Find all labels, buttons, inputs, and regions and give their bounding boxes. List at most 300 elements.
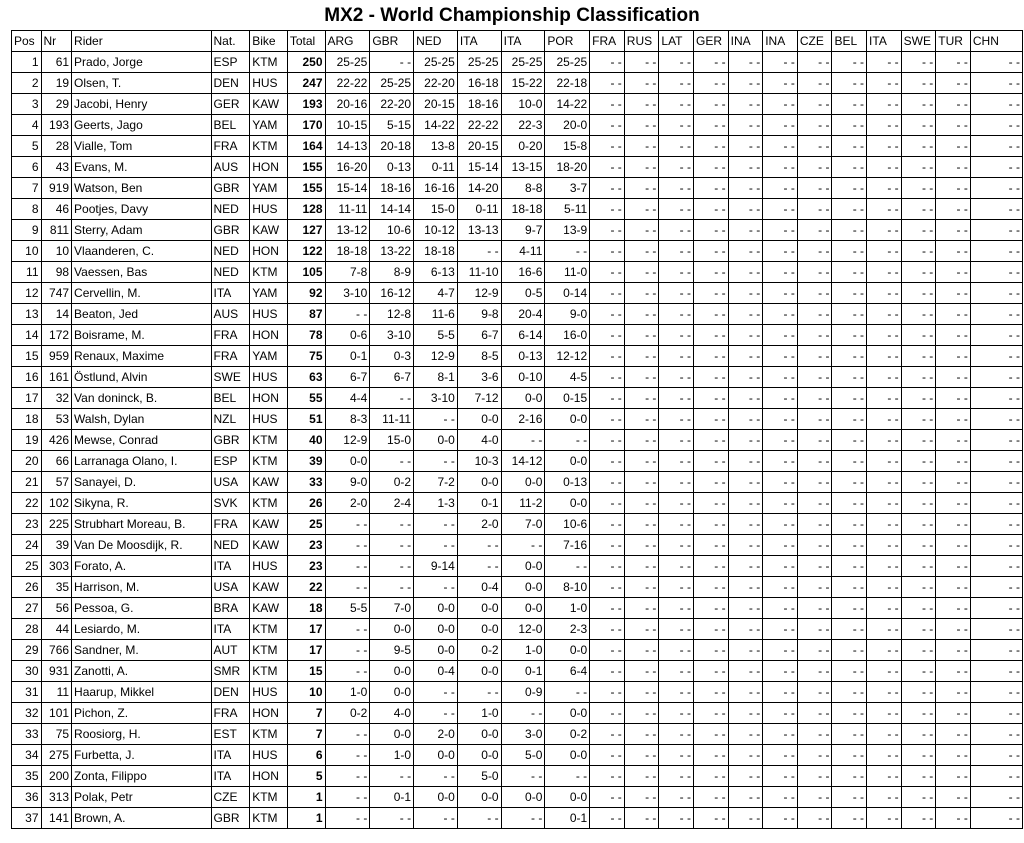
race-result-cell: - - xyxy=(624,115,659,136)
race-result-cell: - - xyxy=(659,388,694,409)
race-result-cell: 2-16 xyxy=(501,409,545,430)
race-result-cell: - - xyxy=(728,136,763,157)
race-result-cell: - - xyxy=(624,472,659,493)
race-result-cell: 0-1 xyxy=(501,661,545,682)
position-cell: 36 xyxy=(12,787,42,808)
total-points-cell: 155 xyxy=(287,178,325,199)
race-result-cell: - - xyxy=(728,241,763,262)
race-result-cell: - - xyxy=(728,724,763,745)
race-result-cell: 1-0 xyxy=(457,703,501,724)
total-points-cell: 7 xyxy=(287,703,325,724)
race-result-cell: - - xyxy=(763,136,798,157)
race-result-cell: 1-0 xyxy=(501,640,545,661)
race-result-cell: - - xyxy=(728,388,763,409)
number-cell: 193 xyxy=(41,115,72,136)
race-result-cell: 0-13 xyxy=(545,472,590,493)
race-result-cell: 25-25 xyxy=(501,52,545,73)
table-row xyxy=(12,241,1023,262)
race-result-cell: 0-0 xyxy=(370,682,414,703)
race-result-cell: - - xyxy=(970,787,1022,808)
number-cell: 919 xyxy=(41,178,72,199)
race-result-cell: - - xyxy=(901,493,936,514)
race-result-cell: - - xyxy=(763,451,798,472)
race-result-cell: - - xyxy=(797,262,832,283)
race-result-cell: 0-0 xyxy=(501,472,545,493)
total-points-cell: 18 xyxy=(287,598,325,619)
race-result-cell: 3-7 xyxy=(545,178,590,199)
race-result-cell: 0-0 xyxy=(545,703,590,724)
race-result-cell: 13-13 xyxy=(457,220,501,241)
race-result-cell: - - xyxy=(797,787,832,808)
total-points-cell: 63 xyxy=(287,367,325,388)
race-result-cell: 6-13 xyxy=(414,262,458,283)
nationality-cell: GBR xyxy=(211,178,250,199)
race-result-cell: - - xyxy=(624,493,659,514)
race-result-cell: - - xyxy=(659,115,694,136)
race-result-cell: - - xyxy=(694,304,729,325)
race-result-cell: - - xyxy=(728,367,763,388)
race-result-cell: 25-25 xyxy=(457,52,501,73)
race-result-cell: 0-2 xyxy=(325,703,370,724)
rider-name-cell: Pichon, Z. xyxy=(72,703,211,724)
race-result-cell: - - xyxy=(659,346,694,367)
race-result-cell: - - xyxy=(763,388,798,409)
race-result-cell: 5-5 xyxy=(414,325,458,346)
race-result-cell: 13-9 xyxy=(545,220,590,241)
nationality-cell: FRA xyxy=(211,514,250,535)
race-result-cell: - - xyxy=(728,430,763,451)
race-result-cell: - - xyxy=(867,661,902,682)
race-result-cell: - - xyxy=(797,661,832,682)
race-result-cell: - - xyxy=(728,178,763,199)
total-points-cell: 193 xyxy=(287,94,325,115)
race-result-cell: - - xyxy=(659,283,694,304)
race-result-cell: - - xyxy=(797,766,832,787)
race-result-cell: - - xyxy=(694,73,729,94)
race-result-cell: - - xyxy=(624,682,659,703)
race-result-cell: - - xyxy=(694,346,729,367)
race-result-cell: - - xyxy=(457,535,501,556)
race-result-cell: 3-0 xyxy=(501,724,545,745)
table-row xyxy=(12,682,1023,703)
table-row xyxy=(12,73,1023,94)
position-cell: 19 xyxy=(12,430,42,451)
race-result-cell: - - xyxy=(901,304,936,325)
race-result-cell: 4-0 xyxy=(457,430,501,451)
number-cell: 61 xyxy=(41,52,72,73)
rider-name-cell: Zonta, Filippo xyxy=(72,766,211,787)
race-result-cell: 4-11 xyxy=(501,241,545,262)
race-result-cell: - - xyxy=(325,766,370,787)
race-result-cell: - - xyxy=(590,577,625,598)
race-result-cell: 0-0 xyxy=(325,451,370,472)
race-result-cell: 4-7 xyxy=(414,283,458,304)
race-result-cell: - - xyxy=(694,136,729,157)
race-result-cell: - - xyxy=(325,787,370,808)
race-result-cell: - - xyxy=(763,661,798,682)
race-result-cell: - - xyxy=(832,346,867,367)
position-cell: 32 xyxy=(12,703,42,724)
race-result-cell: - - xyxy=(763,178,798,199)
race-result-cell: 5-11 xyxy=(545,199,590,220)
race-result-cell: - - xyxy=(590,430,625,451)
race-result-cell: - - xyxy=(624,283,659,304)
race-result-cell: - - xyxy=(624,136,659,157)
race-result-cell: - - xyxy=(694,808,729,829)
bike-cell: KTM xyxy=(250,451,288,472)
position-cell: 37 xyxy=(12,808,42,829)
race-result-cell: - - xyxy=(694,619,729,640)
race-result-cell: 20-0 xyxy=(545,115,590,136)
table-row xyxy=(12,619,1023,640)
race-result-cell: - - xyxy=(728,451,763,472)
race-result-cell: - - xyxy=(414,409,458,430)
race-result-cell: - - xyxy=(659,703,694,724)
race-result-cell: - - xyxy=(659,787,694,808)
race-result-cell: - - xyxy=(590,199,625,220)
bike-cell: KAW xyxy=(250,514,288,535)
race-result-cell: 18-16 xyxy=(370,178,414,199)
race-result-cell: - - xyxy=(832,241,867,262)
table-row xyxy=(12,787,1023,808)
race-result-cell: - - xyxy=(624,157,659,178)
race-result-cell: - - xyxy=(728,157,763,178)
position-cell: 23 xyxy=(12,514,42,535)
race-result-cell: 12-9 xyxy=(414,346,458,367)
race-result-cell: - - xyxy=(414,703,458,724)
race-result-cell: - - xyxy=(694,535,729,556)
race-result-cell: - - xyxy=(936,73,971,94)
number-cell: 57 xyxy=(41,472,72,493)
race-result-cell: - - xyxy=(936,787,971,808)
header-race-ita-5: ITA xyxy=(501,31,545,52)
race-result-cell: - - xyxy=(867,451,902,472)
race-result-cell: - - xyxy=(901,199,936,220)
race-result-cell: - - xyxy=(694,220,729,241)
bike-cell: HUS xyxy=(250,409,288,430)
race-result-cell: - - xyxy=(624,661,659,682)
race-result-cell: 2-4 xyxy=(370,493,414,514)
race-result-cell: - - xyxy=(936,493,971,514)
position-cell: 22 xyxy=(12,493,42,514)
table-row xyxy=(12,367,1023,388)
race-result-cell: 9-0 xyxy=(325,472,370,493)
position-cell: 18 xyxy=(12,409,42,430)
position-cell: 3 xyxy=(12,94,42,115)
race-result-cell: - - xyxy=(797,157,832,178)
race-result-cell: - - xyxy=(590,787,625,808)
race-result-cell: - - xyxy=(590,493,625,514)
total-points-cell: 51 xyxy=(287,409,325,430)
race-result-cell: - - xyxy=(797,619,832,640)
number-cell: 56 xyxy=(41,598,72,619)
race-result-cell: - - xyxy=(936,472,971,493)
race-result-cell: - - xyxy=(763,220,798,241)
nationality-cell: FRA xyxy=(211,325,250,346)
race-result-cell: 11-11 xyxy=(370,409,414,430)
race-result-cell: - - xyxy=(325,535,370,556)
race-result-cell: - - xyxy=(694,178,729,199)
race-result-cell: - - xyxy=(624,367,659,388)
race-result-cell: - - xyxy=(694,472,729,493)
race-result-cell: - - xyxy=(728,787,763,808)
race-result-cell: 20-15 xyxy=(457,136,501,157)
table-row xyxy=(12,451,1023,472)
race-result-cell: - - xyxy=(901,430,936,451)
race-result-cell: - - xyxy=(624,388,659,409)
race-result-cell: - - xyxy=(797,178,832,199)
race-result-cell: - - xyxy=(901,598,936,619)
race-result-cell: - - xyxy=(867,682,902,703)
race-result-cell: - - xyxy=(590,703,625,724)
number-cell: 11 xyxy=(41,682,72,703)
race-result-cell: - - xyxy=(832,304,867,325)
table-row xyxy=(12,409,1023,430)
race-result-cell: - - xyxy=(728,598,763,619)
race-result-cell: - - xyxy=(694,94,729,115)
total-points-cell: 92 xyxy=(287,283,325,304)
total-points-cell: 17 xyxy=(287,640,325,661)
number-cell: 14 xyxy=(41,304,72,325)
race-result-cell: 3-10 xyxy=(414,388,458,409)
race-result-cell: - - xyxy=(936,220,971,241)
race-result-cell: - - xyxy=(936,346,971,367)
race-result-cell: - - xyxy=(797,535,832,556)
race-result-cell: - - xyxy=(590,745,625,766)
race-result-cell: - - xyxy=(970,724,1022,745)
race-result-cell: - - xyxy=(457,556,501,577)
race-result-cell: - - xyxy=(659,724,694,745)
race-result-cell: - - xyxy=(728,115,763,136)
race-result-cell: - - xyxy=(936,619,971,640)
race-result-cell: - - xyxy=(501,430,545,451)
race-result-cell: - - xyxy=(590,619,625,640)
race-result-cell: 8-5 xyxy=(457,346,501,367)
race-result-cell: - - xyxy=(936,325,971,346)
race-result-cell: - - xyxy=(501,808,545,829)
number-cell: 313 xyxy=(41,787,72,808)
race-result-cell: - - xyxy=(867,52,902,73)
bike-cell: KTM xyxy=(250,787,288,808)
race-result-cell: - - xyxy=(901,514,936,535)
race-result-cell: - - xyxy=(624,703,659,724)
position-cell: 10 xyxy=(12,241,42,262)
bike-cell: YAM xyxy=(250,178,288,199)
nationality-cell: GBR xyxy=(211,808,250,829)
table-row xyxy=(12,493,1023,514)
table-row xyxy=(12,136,1023,157)
table-row xyxy=(12,640,1023,661)
race-result-cell: - - xyxy=(728,346,763,367)
number-cell: 303 xyxy=(41,556,72,577)
race-result-cell: 11-6 xyxy=(414,304,458,325)
race-result-cell: - - xyxy=(832,367,867,388)
race-result-cell: - - xyxy=(325,556,370,577)
race-result-cell: - - xyxy=(728,640,763,661)
race-result-cell: - - xyxy=(728,304,763,325)
race-result-cell: 0-0 xyxy=(370,619,414,640)
total-points-cell: 1 xyxy=(287,808,325,829)
race-result-cell: - - xyxy=(797,52,832,73)
race-result-cell: - - xyxy=(694,115,729,136)
rider-name-cell: Watson, Ben xyxy=(72,178,211,199)
race-result-cell: 8-1 xyxy=(414,367,458,388)
race-result-cell: - - xyxy=(624,787,659,808)
race-result-cell: 13-22 xyxy=(370,241,414,262)
header-race-arg-1: ARG xyxy=(325,31,370,52)
race-result-cell: 14-20 xyxy=(457,178,501,199)
race-result-cell: - - xyxy=(763,157,798,178)
bike-cell: HUS xyxy=(250,73,288,94)
race-result-cell: - - xyxy=(728,808,763,829)
table-row xyxy=(12,514,1023,535)
total-points-cell: 22 xyxy=(287,577,325,598)
race-result-cell: - - xyxy=(867,577,902,598)
race-result-cell: - - xyxy=(659,52,694,73)
race-result-cell: - - xyxy=(797,703,832,724)
race-result-cell: - - xyxy=(901,283,936,304)
race-result-cell: 6-7 xyxy=(370,367,414,388)
race-result-cell: - - xyxy=(370,514,414,535)
race-result-cell: - - xyxy=(624,556,659,577)
number-cell: 19 xyxy=(41,73,72,94)
race-result-cell: - - xyxy=(970,556,1022,577)
race-result-cell: - - xyxy=(867,556,902,577)
race-result-cell: - - xyxy=(763,535,798,556)
race-result-cell: - - xyxy=(901,577,936,598)
race-result-cell: - - xyxy=(694,283,729,304)
race-result-cell: - - xyxy=(832,451,867,472)
position-cell: 24 xyxy=(12,535,42,556)
race-result-cell: - - xyxy=(901,409,936,430)
race-result-cell: - - xyxy=(763,346,798,367)
race-result-cell: - - xyxy=(970,535,1022,556)
total-points-cell: 75 xyxy=(287,346,325,367)
bike-cell: KTM xyxy=(250,52,288,73)
race-result-cell: - - xyxy=(901,367,936,388)
race-result-cell: - - xyxy=(624,577,659,598)
total-points-cell: 87 xyxy=(287,304,325,325)
race-result-cell: - - xyxy=(936,136,971,157)
rider-name-cell: Prado, Jorge xyxy=(72,52,211,73)
number-cell: 75 xyxy=(41,724,72,745)
race-result-cell: - - xyxy=(867,703,902,724)
table-row xyxy=(12,556,1023,577)
race-result-cell: 15-0 xyxy=(414,199,458,220)
race-result-cell: 0-5 xyxy=(501,283,545,304)
race-result-cell: - - xyxy=(545,682,590,703)
race-result-cell: - - xyxy=(936,409,971,430)
nationality-cell: SVK xyxy=(211,493,250,514)
race-result-cell: - - xyxy=(590,808,625,829)
race-result-cell: - - xyxy=(867,388,902,409)
race-result-cell: - - xyxy=(970,241,1022,262)
race-result-cell: - - xyxy=(936,745,971,766)
nationality-cell: FRA xyxy=(211,346,250,367)
race-result-cell: - - xyxy=(414,535,458,556)
race-result-cell: 2-0 xyxy=(325,493,370,514)
race-result-cell: - - xyxy=(694,556,729,577)
nationality-cell: NED xyxy=(211,535,250,556)
classification-table xyxy=(11,30,1023,829)
race-result-cell: 0-11 xyxy=(457,199,501,220)
race-result-cell: 0-2 xyxy=(370,472,414,493)
race-result-cell: - - xyxy=(763,577,798,598)
race-result-cell: - - xyxy=(970,199,1022,220)
position-cell: 20 xyxy=(12,451,42,472)
race-result-cell: 15-0 xyxy=(370,430,414,451)
race-result-cell: 18-18 xyxy=(501,199,545,220)
table-row xyxy=(12,115,1023,136)
bike-cell: HON xyxy=(250,241,288,262)
race-result-cell: - - xyxy=(624,514,659,535)
race-result-cell: 0-2 xyxy=(545,724,590,745)
position-cell: 14 xyxy=(12,325,42,346)
number-cell: 766 xyxy=(41,640,72,661)
race-result-cell: - - xyxy=(370,808,414,829)
header-bike: Bike xyxy=(250,31,288,52)
race-result-cell: - - xyxy=(901,325,936,346)
race-result-cell: 14-22 xyxy=(545,94,590,115)
race-result-cell: - - xyxy=(728,577,763,598)
race-result-cell: 0-15 xyxy=(545,388,590,409)
race-result-cell: 18-18 xyxy=(325,241,370,262)
total-points-cell: 127 xyxy=(287,220,325,241)
race-result-cell: - - xyxy=(325,619,370,640)
rider-name-cell: Forato, A. xyxy=(72,556,211,577)
race-result-cell: - - xyxy=(867,514,902,535)
number-cell: 811 xyxy=(41,220,72,241)
header-nr: Nr xyxy=(41,31,72,52)
rider-name-cell: Furbetta, J. xyxy=(72,745,211,766)
race-result-cell: - - xyxy=(832,640,867,661)
race-result-cell: - - xyxy=(832,157,867,178)
race-result-cell: 0-0 xyxy=(414,619,458,640)
table-row xyxy=(12,94,1023,115)
race-result-cell: - - xyxy=(659,682,694,703)
race-result-cell: 20-18 xyxy=(370,136,414,157)
race-result-cell: - - xyxy=(763,199,798,220)
race-result-cell: - - xyxy=(901,619,936,640)
race-result-cell: 22-3 xyxy=(501,115,545,136)
race-result-cell: - - xyxy=(901,787,936,808)
race-result-cell: - - xyxy=(970,682,1022,703)
race-result-cell: - - xyxy=(694,367,729,388)
race-result-cell: - - xyxy=(970,598,1022,619)
race-result-cell: 16-16 xyxy=(414,178,458,199)
race-result-cell: - - xyxy=(545,556,590,577)
race-result-cell: 0-0 xyxy=(457,619,501,640)
race-result-cell: 5-15 xyxy=(370,115,414,136)
race-result-cell: - - xyxy=(457,682,501,703)
total-points-cell: 39 xyxy=(287,451,325,472)
race-result-cell: 14-12 xyxy=(501,451,545,472)
race-result-cell: - - xyxy=(970,178,1022,199)
race-result-cell: - - xyxy=(590,325,625,346)
race-result-cell: - - xyxy=(867,535,902,556)
race-result-cell: 12-9 xyxy=(457,283,501,304)
race-result-cell: - - xyxy=(797,451,832,472)
race-result-cell: 10-6 xyxy=(545,514,590,535)
race-result-cell: 0-9 xyxy=(501,682,545,703)
race-result-cell: - - xyxy=(832,178,867,199)
nationality-cell: NED xyxy=(211,199,250,220)
race-result-cell: 0-0 xyxy=(545,409,590,430)
race-result-cell: 9-5 xyxy=(370,640,414,661)
race-result-cell: - - xyxy=(901,262,936,283)
race-result-cell: - - xyxy=(325,640,370,661)
number-cell: 101 xyxy=(41,703,72,724)
